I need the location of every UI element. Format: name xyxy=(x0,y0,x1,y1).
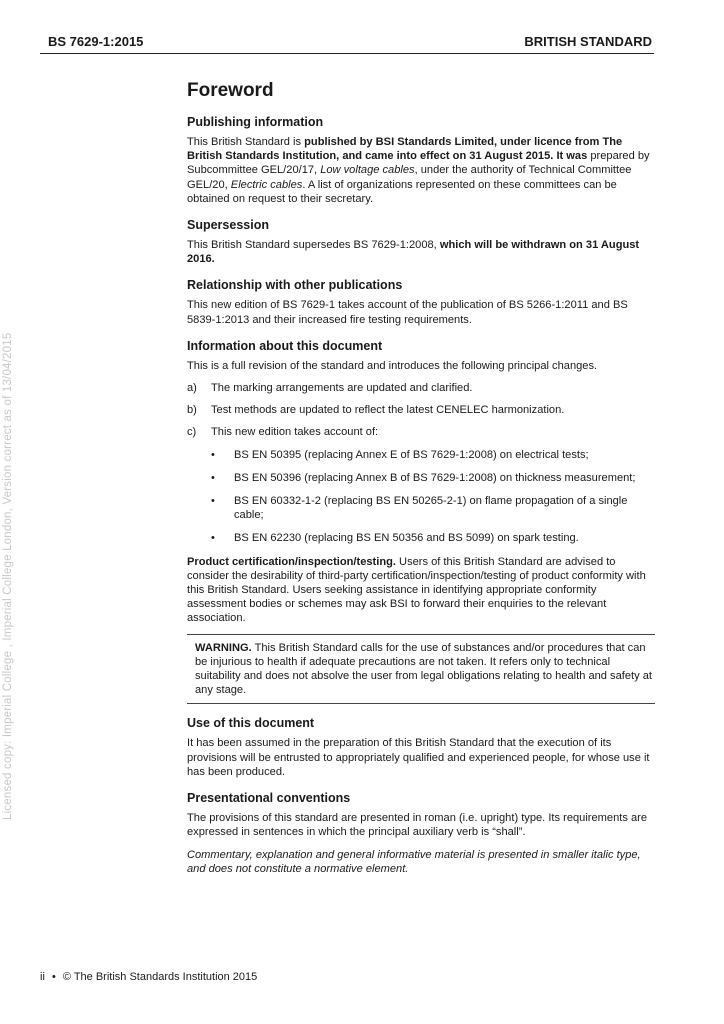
license-watermark: Licensed copy: Imperial College , Imperial College London, Version correct as of 13/04/2015 xyxy=(2,332,14,820)
use-text: It has been assumed in the preparation of this British Standard that the execution of its provisions will be entrusted to appropriately qualified and experienced people, for whose use it has been produced. xyxy=(187,737,650,778)
copyright: © The British Standards Institution 2015 xyxy=(62,971,258,983)
information-heading: Information about this document xyxy=(187,338,383,353)
bullet-item: • BS EN 62230 (replacing BS EN 50356 and BS 5099) on spark testing. xyxy=(211,532,579,545)
footer-separator: • xyxy=(51,971,56,983)
page-footer xyxy=(40,971,261,983)
publishing-text: This British Standard is published by BSI Standards Limited, under licence from The British Standards Institution, and came into effect on 31 August 2015. It was prepared by Subcommittee GEL/20/17, Low voltage cables, under the authority of Technical Committee GEL/20, Electric cables. A list of organizations represented on these committees can be obtained on request to their secretary. xyxy=(187,136,650,205)
information-intro: This is a full revision of the standard and introduces the following principal changes. xyxy=(187,359,598,372)
list-item: c) This new edition takes account of: xyxy=(187,426,379,439)
list-item: b) Test methods are updated to reflect the latest CENELEC harmonization. xyxy=(187,404,565,417)
informative-note: Commentary, explanation and general informative material is presented in smaller italic type, and does not constitute a normative element. xyxy=(187,848,641,875)
presentational-text: The provisions of this standard are presented in roman (i.e. upright) type. Its requirements are expressed in sentences in which the principal auxiliary verb is “shall”. xyxy=(187,812,648,839)
bullet-item: • BS EN 60332-1-2 (replacing BS EN 50265-2-1) on flame propagation of a single cable; xyxy=(211,495,628,522)
use-heading: Use of this document xyxy=(187,716,315,731)
series-label: BRITISH STANDARD xyxy=(524,34,652,49)
page-title: Foreword xyxy=(187,80,274,101)
publishing-heading: Publishing information xyxy=(187,115,324,129)
foreword-content xyxy=(187,80,655,888)
relationship-text: This new edition of BS 7629-1 takes account of the publication of BS 5266-1:2011 and BS 5839-1:2013 and their increased fire testing requirements. xyxy=(187,299,628,326)
product-certification-text: Product certification/inspection/testing. Users of this British Standard are advised to consider the desirability of third-party certification/inspection/testing of product conformity with this British Standard. Users seeking assistance in identifying appropriate conformity assessment bodies or schemes may ask BSI to forward their enquiries to the relevant association. xyxy=(187,555,646,625)
presentational-heading: Presentational conventions xyxy=(187,791,351,806)
changes-list xyxy=(187,381,655,546)
relationship-heading: Relationship with other publications xyxy=(187,278,403,293)
page-header xyxy=(40,32,654,54)
bullet-item: • BS EN 50396 (replacing Annex B of BS 7629-1:2008) on thickness measurement; xyxy=(211,471,636,484)
list-item: a) The marking arrangements are updated and clarified. xyxy=(187,382,473,395)
standard-id: BS 7629-1:2015 xyxy=(48,34,144,49)
bullet-item: • BS EN 50395 (replacing Annex E of BS 7629-1:2008) on electrical tests; xyxy=(211,448,589,461)
warning-box: WARNING. This British Standard calls for the use of substances and/or procedures that can be injurious to health if adequate precautions are not taken. It refers only to technical suitability and does not absolve the user from legal obligations relating to health and safety at any stage. xyxy=(187,634,655,705)
supersession-text: This British Standard supersedes BS 7629-1:2008, which will be withdrawn on 31 August 2016. xyxy=(187,239,640,266)
page-number: ii xyxy=(40,971,45,983)
supersession-heading: Supersession xyxy=(187,218,269,233)
